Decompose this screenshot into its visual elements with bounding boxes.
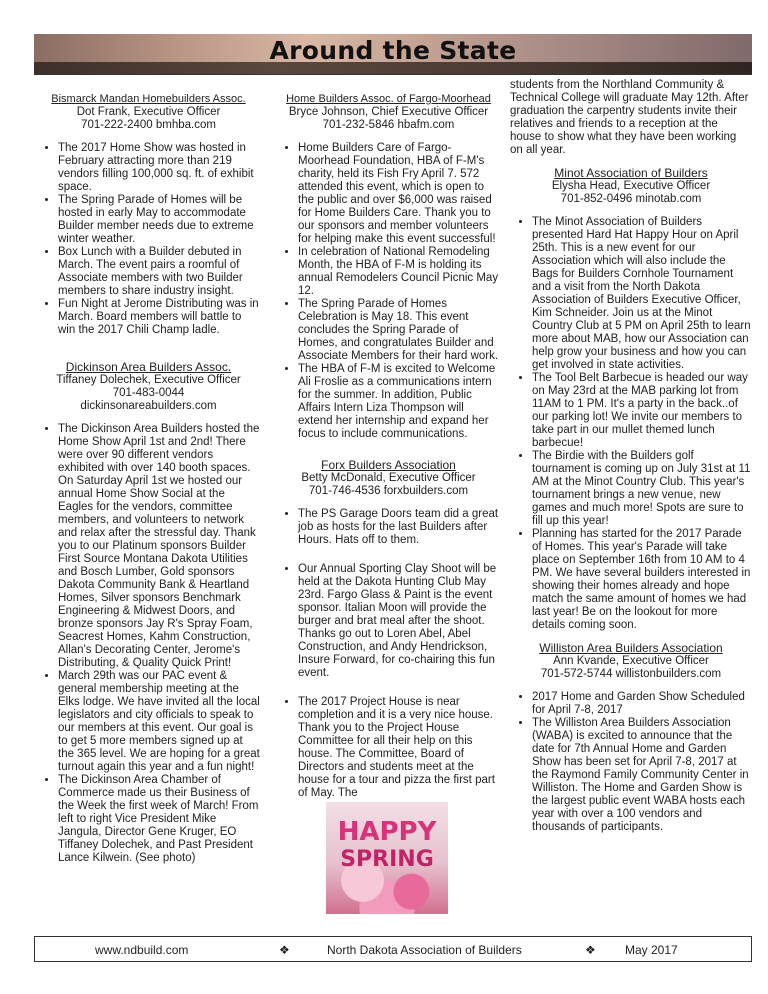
- list-item: • The 2017 Project House is near completion and it is a very nice house. Thank you to the Project House Committee for all their help on this house. The Committee, Board of Directors and students meet at the house for a tour and pizza the first part of May. The: [298, 696, 501, 800]
- org-forx-header: [276, 459, 501, 498]
- continued-text: students from the Northland Community & Technical College will graduate May 12th. After graduation the carpentry students invite their relatives and friends to a reception at the house to show what they have been working on all year.: [510, 79, 749, 156]
- org-person: Tiffaney Dolechek, Executive Officer: [56, 374, 241, 386]
- org-minot-header: [510, 167, 752, 206]
- org-contact: 701-572-5744 willistonbuilders.com: [540, 668, 722, 680]
- org-web: dickinsonareabuilders.com: [80, 400, 217, 412]
- list-item: • The HBA of F-M is excited to Welcome Ali Froslie as a communications intern for the summer. In addition, Public Affairs Intern Liza Thompson will extend her internship and expand her focus to include communications.: [298, 363, 501, 441]
- list-item: • The Spring Parade of Homes will be hosted in early May to accommodate Builder member needs due to extreme winter weather.: [58, 194, 261, 246]
- list-item: • Planning has started for the 2017 Parade of Homes. This year's Parade will take place on September 16th from 10 AM to 4 PM. We have several builders interested in showing their homes already and hope match the same amount of homes we had last year! Be on the lookout for more details coming soon.: [532, 528, 752, 632]
- list-item: • The PS Garage Doors team did a great job as hosts for the last Builders after Hours. Hats off to them.: [298, 508, 501, 547]
- happy-spring-image: [326, 802, 448, 914]
- org-person: Dot Frank, Executive Officer: [76, 106, 221, 118]
- org-person: Bryce Johnson, Chief Executive Officer: [288, 106, 489, 118]
- org-name: Bismarck Mandan Homebuilders Assoc.: [51, 93, 246, 105]
- list-item: • The Spring Parade of Homes Celebration is May 18. This event concludes the Spring Parade of Homes, and congratulates Builder and Associate Members for their hard work.: [298, 298, 501, 363]
- org-person: Betty McDonald, Executive Officer: [301, 472, 476, 484]
- list-item: • 2017 Home and Garden Show Scheduled for April 7-8, 2017: [532, 691, 752, 717]
- list-item: • March 29th was our PAC event & general membership meeting at the Elks lodge. We have invited all the local legislators and city officials to speak to our members at this event. Our goal is to get 5 more members signed up at the 365 level. We are hoping for a great turnout again this year and a fun night!: [58, 670, 261, 774]
- list-item: • The Dickinson Area Builders hosted the Home Show April 1st and 2nd! There were over 90 different vendors exhibited with over 140 booth spaces. On Saturday April 1st we hosted our annual Home Show Social at the Eagles for the vendors, committee members, and volunteers to network and relax after the stressful day. Thank you to our Platinum sponsors Builder First Source Montana Dakota Utilities and Bosch Lumber, Gold sponsors Dakota Community Bank & Heartland Homes, Silver sponsors Benchmark Engineering & Midwest Doors, and bronze sponsors Jay R's Spray Foam, Seacrest Homes, Kahm Construction, Allan's Decorating Center, Jerome's Distributing, & Quality Quick Print!: [58, 423, 261, 670]
- org-name: Forx Builders Association: [321, 458, 456, 472]
- list-item: • The Minot Association of Builders presented Hard Hat Happy Hour on April 25th. This is a new event for our Association which will also include the Bags for Builders Cornhole Tournament and a visit from the North Dakota Association of Builders Executive Officer, Kim Schneider. Join us at the Minot Country Club at 5 PM on April 25th to learn more about MAB, how our Association can help grow your business and how you can get involved in state activities.: [532, 216, 752, 372]
- org-person: Ann Kvande, Executive Officer: [553, 655, 709, 667]
- spring-text-2: SPRING: [340, 847, 434, 872]
- org-fargo-header: [276, 93, 501, 132]
- column-left: [36, 93, 261, 865]
- list-item: • Box Lunch with a Builder debuted in March. The event pairs a roomful of Associate members with two Builder members to share industry insight.: [58, 246, 261, 298]
- org-contact: 701-222-2400 bmhba.com: [81, 119, 216, 131]
- page-title: Around the State: [269, 36, 517, 65]
- list-item: • The Tool Belt Barbecue is headed our way on May 23rd at the MAB parking lot from 11AM to 1 PM. It's a party in the back..of our parking lot! We invite our members to take part in our mullet themed lunch barbecue!: [532, 372, 752, 450]
- spring-text-1: HAPPY: [337, 817, 437, 847]
- org-minot-list: [510, 216, 752, 632]
- footer-divider-icon: ❖: [585, 943, 596, 957]
- org-name: Minot Association of Builders: [554, 166, 708, 180]
- org-williston-header: [510, 642, 752, 681]
- page-footer: [34, 936, 752, 962]
- org-williston-list: [510, 691, 752, 834]
- footer-date: May 2017: [625, 943, 678, 957]
- org-contact: 701-852-0496 minotab.com: [560, 193, 702, 205]
- footer-divider-icon: ❖: [279, 943, 290, 957]
- org-person: Elysha Head, Executive Officer: [551, 180, 711, 192]
- org-dickinson-header: [36, 361, 261, 413]
- list-item: • Home Builders Care of Fargo-Moorhead Foundation, HBA of F-M's charity, held its Fish Fry April 7. 572 attended this event, which is open to the public and over $6,000 was raised for Home Builders Care. Thank you to our sponsors and member volunteers for helping make this event successful!: [298, 142, 501, 246]
- list-item: • The 2017 Home Show was hosted in February attracting more than 219 vendors filling 100,000 sq. ft. of exhibit space.: [58, 142, 261, 194]
- org-contact: 701-232-5846 hbafm.com: [322, 119, 455, 131]
- list-item: • Fun Night at Jerome Distributing was in March. Board members will battle to win the 2017 Chili Champ ladle.: [58, 298, 261, 337]
- list-item: • The Williston Area Builders Association (WABA) is excited to announce that the date for 7th Annual Home and Garden Show has been set for April 7-8, 2017 at the Raymond Family Community Center in Williston. The Home and Garden Show is the largest public event WABA hosts each year with over a 100 vendors and thousands of participants.: [532, 717, 752, 834]
- title-banner: [34, 34, 752, 74]
- org-dickinson-list: [36, 423, 261, 865]
- org-fargo-list: [276, 142, 501, 441]
- list-item: • In celebration of National Remodeling Month, the HBA of F-M is holding its annual Remodelers Council Picnic May 12.: [298, 246, 501, 298]
- column-middle: [276, 93, 501, 800]
- list-item: • Our Annual Sporting Clay Shoot will be held at the Dakota Hunting Club May 23rd. Fargo Glass & Paint is the event sponsor. Italian Moon will provide the burger and brat meal after the shoot. Thanks go out to Loren Abel, Abel Construction, and Andy Hendrickson, Insure Forward, for co-chairing this fun event.: [298, 563, 501, 680]
- title-rule: [34, 74, 752, 75]
- org-name: Home Builders Assoc. of Fargo-Moorhead: [286, 93, 491, 105]
- org-bismarck-header: [36, 93, 261, 132]
- list-item: • The Dickinson Area Chamber of Commerce made us their Business of the Week the first week of March! From left to right Vice President Mike Jangula, Director Gene Kruger, EO Tiffaney Dolechek, and Past President Lance Kilwein. (See photo): [58, 774, 261, 865]
- org-phone: 701-483-0044: [112, 387, 185, 399]
- column-right: [510, 79, 752, 834]
- list-item: • The Birdie with the Builders golf tournament is coming up on July 31st at 11 AM at the Minot Country Club. This year's tournament brings a new venue, new games and much more! Spots are sure to fill up this year!: [532, 450, 752, 528]
- org-bismarck-list: [36, 142, 261, 337]
- org-forx-list: [276, 508, 501, 800]
- org-contact: 701-746-4536 forxbuilders.com: [308, 485, 469, 497]
- org-name: Williston Area Builders Association: [539, 641, 723, 655]
- footer-org-name: North Dakota Association of Builders: [327, 943, 522, 957]
- footer-website: www.ndbuild.com: [95, 943, 189, 957]
- org-name: Dickinson Area Builders Assoc.: [65, 360, 232, 374]
